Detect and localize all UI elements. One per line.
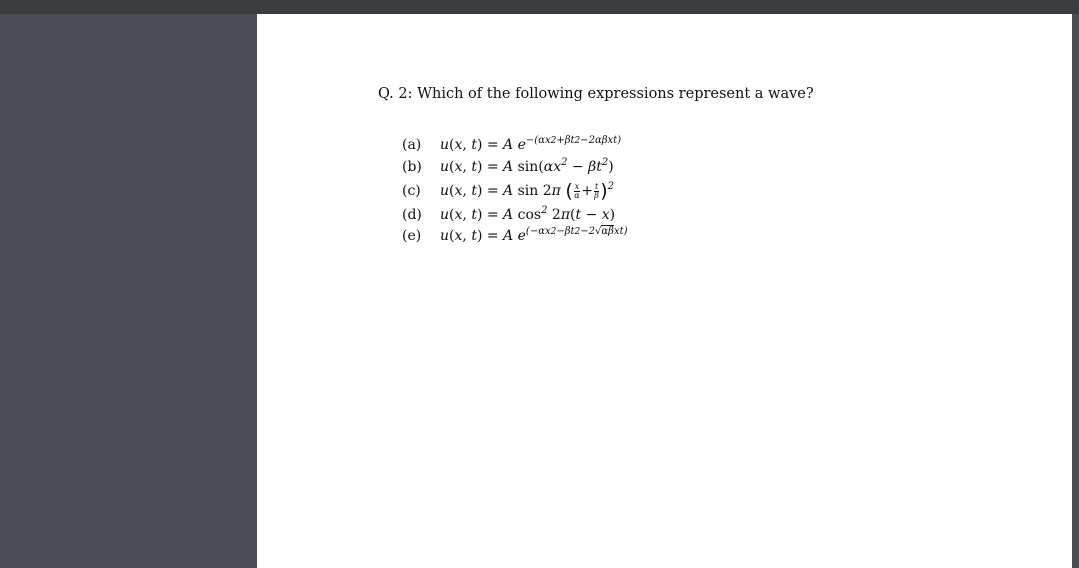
side-panel [0, 14, 257, 568]
option-e-expression: u(x, t) = A $e^{(-\alpha x2-\beta t2-2√\alpha\beta xt)}$ [440, 226, 628, 244]
option-label: (a) [402, 137, 422, 153]
option-label: (e) [402, 228, 422, 244]
option-c-expression: u(x, t) = A sin 2π ( $\frac{x}{\alpha}$ + $\frac{t}{\beta}$ )$^2$ [440, 180, 615, 202]
question-text: Q. 2: Which of the following expressions represent a wave? [378, 86, 814, 102]
option-a [402, 135, 621, 157]
option-b-expression: u(x, t) = A $\sin(\alpha x^2 - \beta t^2)$ [440, 157, 614, 175]
top-toolbar [0, 0, 1079, 14]
option-e [402, 226, 628, 248]
option-d [402, 205, 615, 227]
option-a-expression: u(x, t) = A $e^{-(\alpha x2+\beta t2-2\alpha\beta xt)}$ [440, 135, 622, 153]
option-c [402, 180, 614, 202]
option-d-expression: u(x, t) = A $\cos^2 2\pi(t - x)$ [440, 205, 616, 223]
option-label: (b) [402, 159, 422, 175]
right-margin [1072, 14, 1079, 568]
option-b [402, 157, 614, 179]
option-label: (d) [402, 207, 422, 223]
document-page [257, 14, 1072, 568]
option-label: (c) [402, 183, 421, 199]
